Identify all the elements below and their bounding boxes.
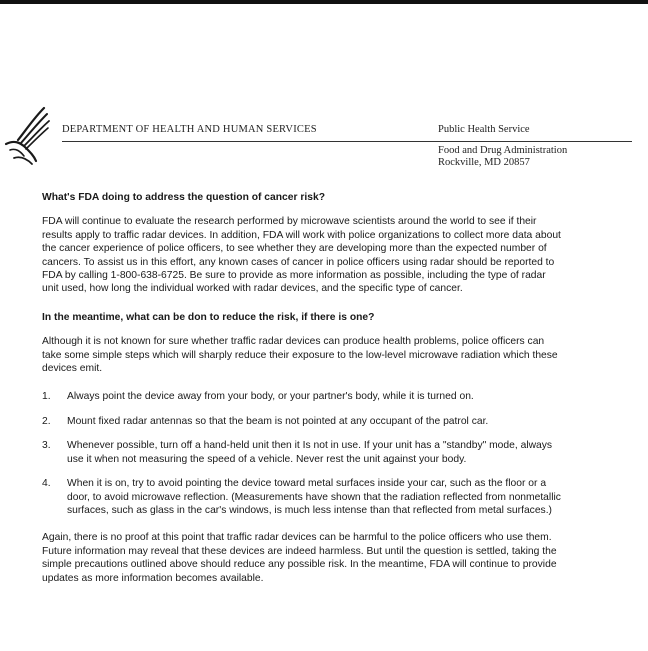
top-border: [0, 0, 648, 4]
document-body: [42, 191, 562, 600]
list-item-text: Mount fixed radar antennas so that the beam is not pointed at any occupant of the patrol car.: [67, 415, 489, 427]
list-item-text: Always point the device away from your body, or your partner's body, while it is turned on.: [67, 391, 474, 403]
agency-city: Rockville, MD 20857: [438, 157, 530, 168]
list-item-number: 4.: [42, 478, 51, 490]
agency-name: Food and Drug Administration: [438, 145, 568, 156]
hhs-eagle-logo-icon: [4, 106, 50, 166]
list-item-number: 2.: [42, 415, 51, 427]
section-paragraph-cancer-risk: FDA will continue to evaluate the research performed by microwave scientists around the world to see if their results apply to traffic radar devices. In addition, FDA will work with police organizations to collect more data about the cancer experience of police officers, to see whether they are developing more than the expected number of cancers. To assist us in this effort, any known cases of cancer in police officers using radar should be reported to FDA by calling 1-800-638-6725. Be sure to provide as more information as possible, including the type of radar unit used, how long the individual worked with radar devices, and the specific type of cancer.: [42, 216, 561, 295]
list-item: [42, 415, 562, 428]
agency-address: [438, 145, 567, 169]
list-item-text: When it is on, try to avoid pointing the device toward metal surfaces inside your car, such as the floor or a door, to avoid microwave reflection. (Measurements have shown that the radiation reflected from nonmetallic surfaces, such as glass in the car's windows, is much less intense than that reflected from metal surfaces.): [67, 478, 561, 516]
list-item-number: 3.: [42, 440, 51, 452]
precautions-list: [42, 390, 562, 517]
closing-paragraph: Again, there is no proof at this point that traffic radar devices can be harmful to the police officers who use them. Future information may reveal that these devices are indeed harmless. But until the question is settled, taking the simple precautions outlined above should reduce any possible risk. In the meantime, FDA will continue to provide updates as more information becomes available.: [42, 532, 557, 584]
section-paragraph-reduce-risk: Although it is not known for sure whether traffic radar devices can produce health problems, police officers can take some simple steps which will sharply reduce their exposure to the low-level microwave radiation which these devices emit.: [42, 336, 558, 375]
section-heading-reduce-risk: In the meantime, what can be don to reduce the risk, if there is one?: [42, 311, 375, 323]
list-item: [42, 477, 562, 517]
header-divider: [62, 141, 632, 142]
section-heading-cancer-risk: What's FDA doing to address the question of cancer risk?: [42, 192, 325, 203]
list-item-text: Whenever possible, turn off a hand-held unit then it Is not in use. If your unit has a "standby" mode, always use it when not measuring the speed of a vehicle. Never rest the unit against your body.: [67, 440, 553, 465]
department-name: DEPARTMENT OF HEALTH AND HUMAN SERVICES: [62, 124, 317, 135]
public-health-service: Public Health Service: [438, 124, 530, 135]
list-item: [42, 439, 562, 466]
list-item-number: 1.: [42, 391, 51, 403]
list-item: [42, 390, 562, 403]
